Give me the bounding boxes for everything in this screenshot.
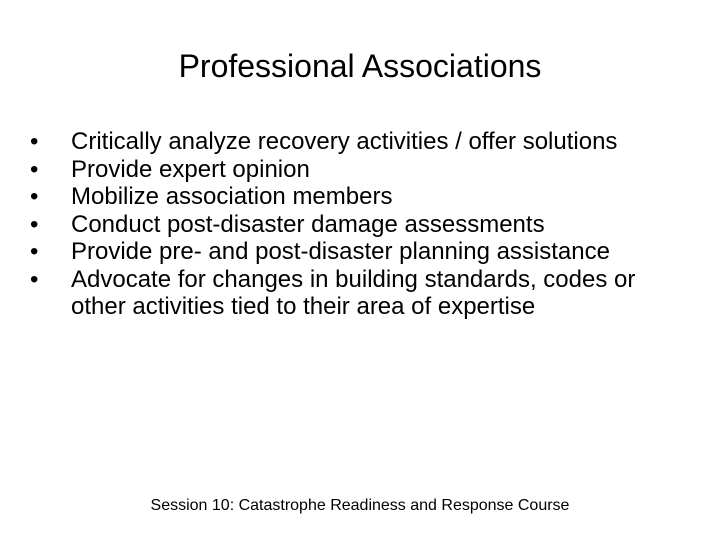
slide-footer: Session 10: Catastrophe Readiness and Response Course <box>150 497 570 514</box>
bullet-text: Conduct post-disaster damage assessments <box>71 210 545 238</box>
bullet-icon: • <box>30 210 39 238</box>
list-item <box>30 238 670 266</box>
list-item <box>30 128 670 156</box>
bullet-text: Provide expert opinion <box>71 155 310 183</box>
list-item <box>30 266 670 321</box>
list-item <box>30 211 670 239</box>
slide-title: Professional Associations <box>178 48 542 84</box>
bullet-icon: • <box>30 265 39 293</box>
bullet-icon: • <box>30 183 39 210</box>
bullet-text: Advocate for changes in building standards, codes or other activities tied to their area of expertise <box>71 265 636 320</box>
bullet-text: Provide pre- and post-disaster planning assistance <box>71 238 610 265</box>
bullet-icon: • <box>30 155 39 183</box>
list-item <box>30 156 670 184</box>
bullet-text: Mobilize association members <box>71 183 393 210</box>
list-item <box>30 183 670 211</box>
bullet-text: Critically analyze recovery activities / offer solutions <box>71 128 618 155</box>
bullet-icon: • <box>30 128 39 155</box>
bullet-icon: • <box>30 238 39 265</box>
bullet-list <box>30 128 670 321</box>
